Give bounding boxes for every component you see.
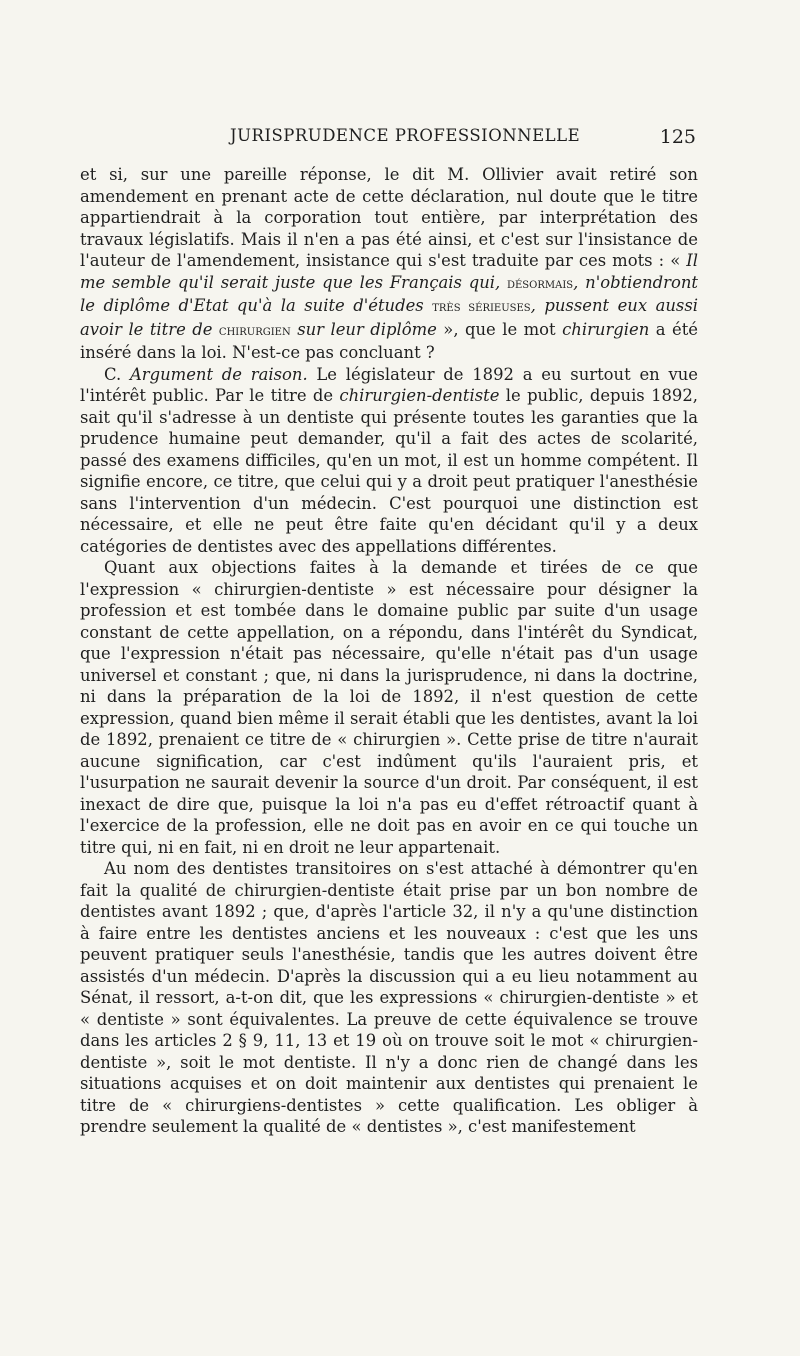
paragraph-4: Au nom des dentistes transitoires on s'est attaché à démontrer qu'en fait la qualité de chirurgien-dentiste était prise par un bon nombre de dentistes avant 1892 ; que, d'après l'article 32, il n'y a qu'une distinction à faire entre les dentistes anciens et les nouveaux : c'est que les uns peuvent pratiquer seuls l'anesthésie, tandis que les autres doivent être assistés d'un médecin. D'après la discussion qui a eu lieu notamment au Sénat, il ressort, a-t-on dit, que les expressions « chirurgien-dentiste » et « dentiste » sont équivalentes. La preuve de cette équivalence se trouve dans les articles 2 § 9, 11, 13 et 19 où on trouve soit le mot « chirurgien-dentiste », soit le mot dentiste. Il n'y a donc rien de changé dans les situations acquises et on doit maintenir aux dentistes qui prenaient le titre de « chirurgiens-dentistes » cette qualification. Les obliger à prendre seulement la qualité de « dentistes », c'est manifestement (80, 859, 698, 1136)
section-heading-italic: Argument de raison. (129, 364, 308, 384)
paragraph-2 (80, 364, 698, 558)
quote-italic: sur leur diplôme (297, 319, 437, 339)
text-run: Le législateur de 1892 a eu surtout en vue l'intérêt public. Par le titre de (80, 364, 698, 405)
quote-italic: , (573, 272, 586, 292)
quote-italic: pussent eux aussi avoir le titre de (80, 296, 698, 339)
book-page (80, 126, 698, 1138)
italic-term: chirurgien (562, 319, 650, 339)
quote-small-caps: désormais (506, 275, 574, 292)
quote-italic: n'obtiendront le diplôme d'Etat qu'à la suite d'études (80, 272, 699, 315)
text-run: a été inséré dans la loi. N'est-ce pas concluant ? (80, 319, 698, 362)
running-head (80, 126, 698, 156)
page-number: 125 (659, 126, 696, 148)
quote-small-caps: chirurgien (218, 322, 291, 339)
paragraph-1 (80, 164, 698, 364)
italic-term: chirurgien-dentiste (339, 386, 500, 405)
body-text (80, 164, 698, 1138)
quote-italic: Il me semble qu'il serait juste que les Français qui, (80, 251, 698, 292)
text-run: et si, sur une pareille réponse, le dit M. Ollivier avait retiré son amendement en prenant acte de cette déclaration, nul doute que le titre appartiendrait à la corporation tout entière, par interprétation des travaux législatifs. Mais il n'en a pas été ainsi, et c'est sur l'insistance de l'auteur de l'amendement, insistance qui s'est traduite par ces mots : « (80, 165, 698, 270)
paragraph-3: Quant aux objections faites à la demande et tirées de ce que l'expression « chirurgien-dentiste » est nécessaire pour désigner la profession et est tombée dans le domaine public par suite d'un usage constant de cette appellation, on a répondu, dans l'intérêt du Syndicat, que l'expression n'était pas nécessaire, qu'elle n'était pas d'un usage universel et constant ; que, ni dans la jurisprudence, ni dans la doctrine, ni dans la préparation de la loi de 1892, il n'est question de cette expression, quand bien même il serait établi que les dentistes, avant la loi de 1892, prenaient ce titre de « chirurgien ». Cette prise de titre n'aurait aucune signification, car c'est indûment qu'ils l'auraient pris, et l'usurpation ne saurait devenir la source d'un droit. Par conséquent, il est inexact de dire que, puisque la loi n'a pas eu d'effet rétroactif quant à l'exercice de la profession, elle ne doit pas en avoir en ce qui touche un titre qui, ni en fait, ni en droit ne leur appartenait. (80, 558, 698, 857)
running-title: JURISPRUDENCE PROFESSIONNELLE (230, 126, 581, 145)
text-run (424, 296, 433, 315)
quote-small-caps: très sérieuses (432, 299, 531, 315)
text-run: », que le mot (436, 319, 563, 339)
text-run: C. (104, 364, 130, 384)
text-run: le public, depuis 1892, sait qu'il s'adresse à un dentiste qui présente toutes les garanties que la prudence humaine peut demander, qu'il a fait des actes de scolarité, passé des examens difficiles, qu'en un mot, il est un homme compétent. Il signifie encore, ce titre, que celui qui y a droit peut pratiquer l'anesthésie sans l'intervention d'un médecin. C'est pourquoi une distinction est nécessaire, et elle ne peut être faite qu'en décidant qu'il y a deux catégories de dentistes avec des appellations différentes. (80, 386, 698, 556)
quote-italic: , (530, 296, 545, 315)
